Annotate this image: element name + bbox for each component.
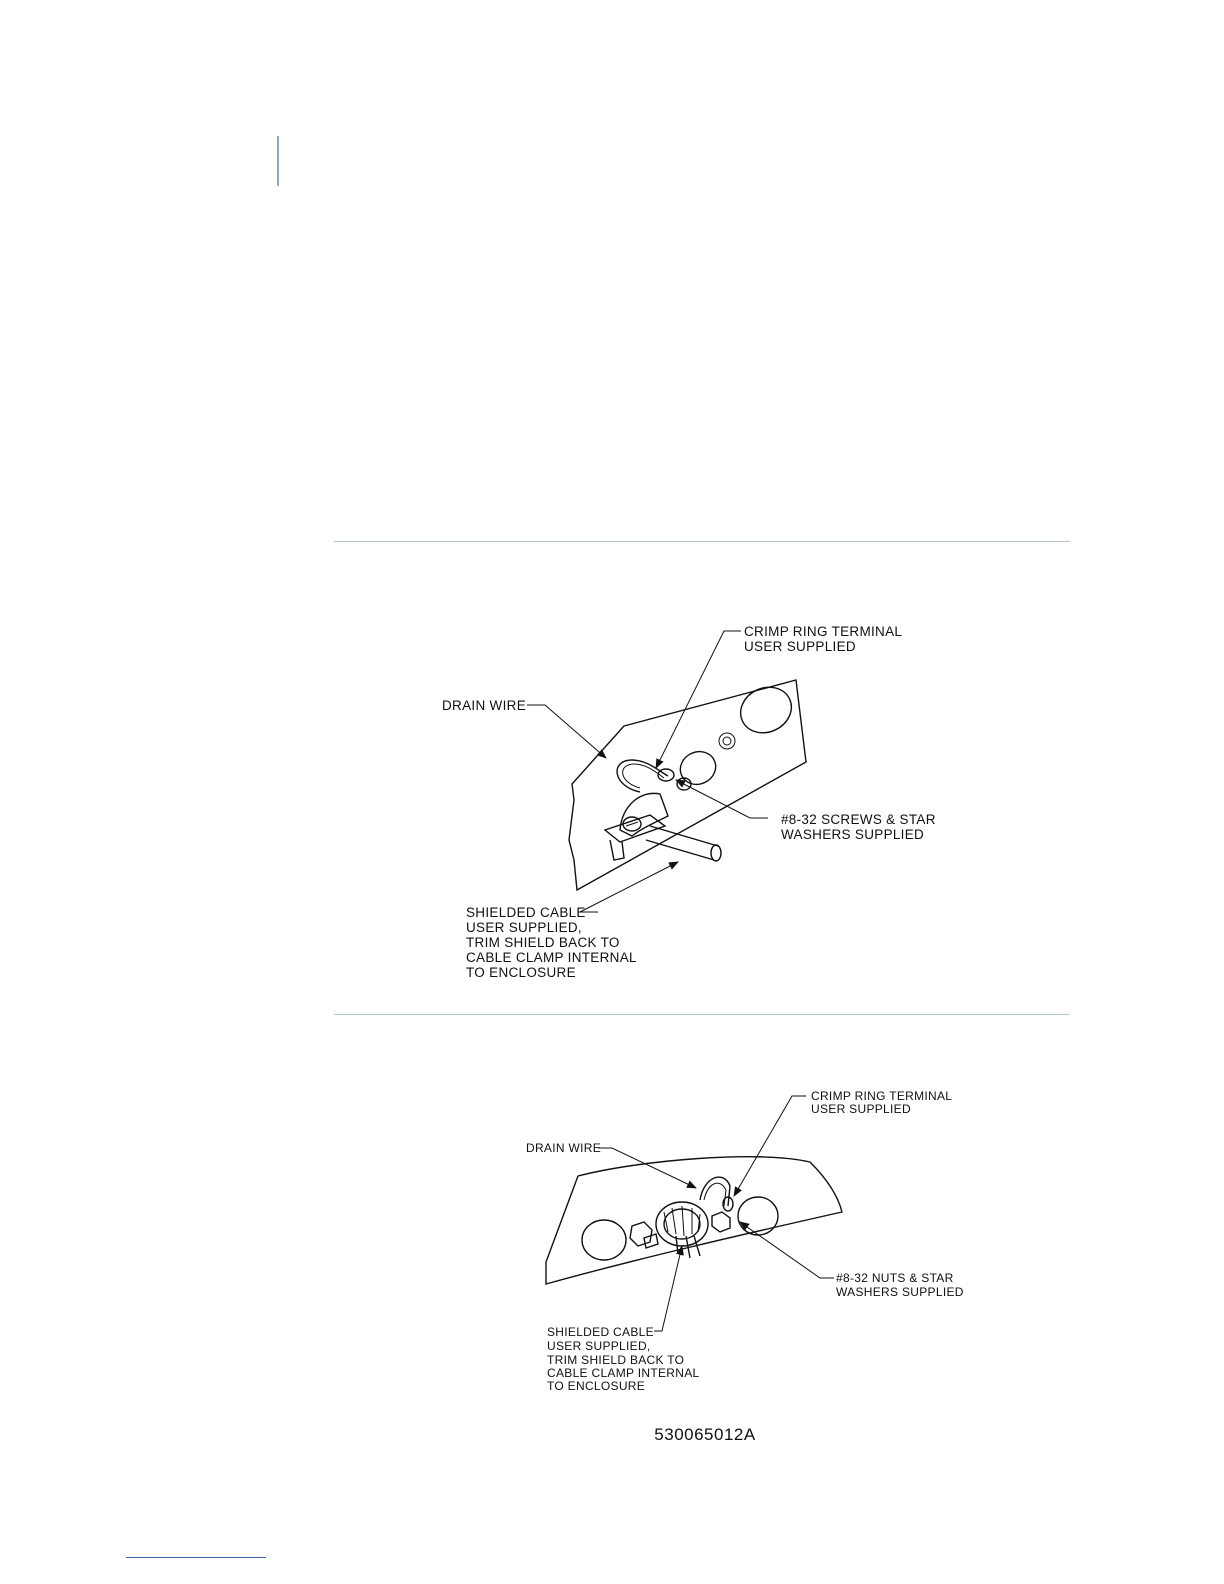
fig2-nuts-label-1: #8-32 NUTS & STAR	[836, 1271, 954, 1285]
fig1-screws-label-2: WASHERS SUPPLIED	[781, 827, 925, 842]
fig1-cable-label-5: TO ENCLOSURE	[466, 965, 576, 980]
fig2-crimp-label-2: USER SUPPLIED	[811, 1102, 911, 1116]
fig1-crimp-label-2: USER SUPPLIED	[744, 639, 856, 654]
fig1-screws-label-1: #8-32 SCREWS & STAR	[781, 812, 936, 827]
leader-cable-1	[580, 862, 678, 912]
leader-crimp-2	[734, 1096, 806, 1196]
drawing-number: 530065012A	[654, 1425, 756, 1444]
fig2-cable-label-4: CABLE CLAMP INTERNAL	[547, 1366, 700, 1380]
fig1-cable-label-1: SHIELDED CABLE	[466, 905, 586, 920]
fig1-cable-label-4: CABLE CLAMP INTERNAL	[466, 950, 637, 965]
nut-left	[630, 1222, 652, 1246]
knockout-hole-2b	[738, 1197, 778, 1235]
fig1-crimp-label-1: CRIMP RING TERMINAL	[744, 624, 903, 639]
fig1-cable-label-3: TRIM SHIELD BACK TO	[466, 935, 620, 950]
fig2-crimp-label-1: CRIMP RING TERMINAL	[811, 1089, 953, 1103]
fig2-cable-label-3: TRIM SHIELD BACK TO	[547, 1353, 685, 1367]
leader-crimp-1	[656, 631, 741, 768]
enclosure-panel-1	[569, 680, 806, 890]
leader-cable-2	[654, 1246, 682, 1331]
fig2-cable-label-5: TO ENCLOSURE	[547, 1379, 646, 1393]
fig2-cable-label-2: USER SUPPLIED,	[547, 1339, 651, 1353]
leader-drain-1	[527, 705, 606, 758]
leader-screws-1	[676, 780, 768, 818]
fig2-drain-label: DRAIN WIRE	[526, 1141, 601, 1155]
star-washer-icon	[719, 733, 735, 749]
enclosure-panel-2	[546, 1157, 842, 1284]
knockout-hole-2a	[582, 1220, 626, 1260]
figure-1-drawing	[442, 624, 936, 980]
drain-wire-1	[617, 760, 668, 792]
figure-2-drawing	[526, 1089, 964, 1393]
fig2-cable-label-1: SHIELDED CABLE	[547, 1325, 654, 1339]
fig2-nuts-label-2: WASHERS SUPPLIED	[836, 1285, 964, 1299]
leader-nuts-2	[740, 1222, 834, 1278]
fig1-cable-label-2: USER SUPPLIED,	[466, 920, 582, 935]
nut-right	[712, 1212, 730, 1232]
fig1-drain-label: DRAIN WIRE	[442, 698, 526, 713]
